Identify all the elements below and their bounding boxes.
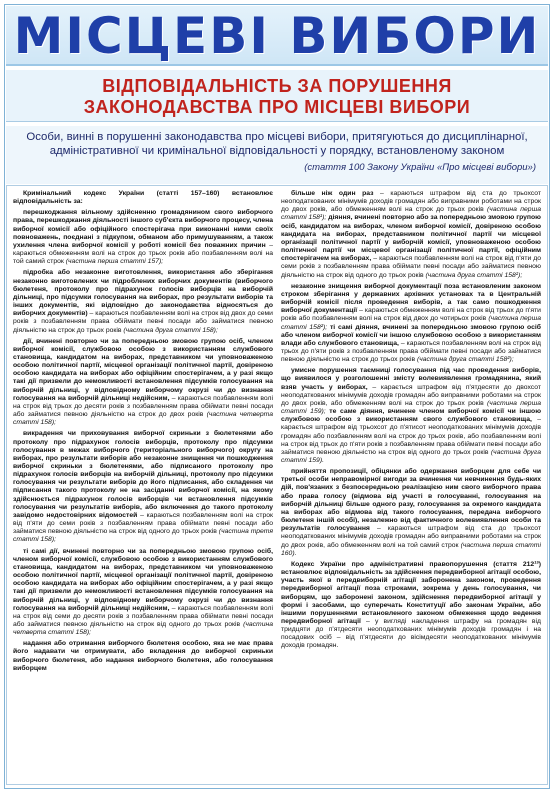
paragraph-bold-text: більше ніж один раз [291, 190, 374, 197]
paragraph-citation: (частина четверта статті 158); [13, 620, 273, 637]
paragraph-text: – у вигляді накладення штрафу на громадян від тридцяти до п'ятдесяти неоподаткованих мінімумів доходів громадян і на посадових осіб – від п'ятдесяти до вісімдесяти неоподаткованих мінімумів доходів громадян. [281, 617, 541, 650]
paragraph-text: – караються позбавленням волі на строк від п'яти до семи років з позбавленням права обіймати певні посади або займатися певною діяльністю на строк від одного до трьох років [281, 255, 541, 279]
page-title: МІСЦЕВІ ВИБОРИ [13, 7, 541, 65]
paragraph-bold-text: прийняття пропозиції, обіцянки або одержання виборцем для себе чи третьої особи неправомірної вигоди за вчинення чи невчинення будь-яких дій, пов'язаних з безпосередньою реалізацією ним свого виборчого права або права голосу (відмова від участі в голосуванні, голосування на виборчій дільниці більше одного разу, голосування за окремого кандидата на виборах або відмова від такого голосування, передача виборчого бюлетеня іншій особі), незалежно від фактичного волевиявлення особи та результатів голосування [281, 468, 541, 533]
paragraph [13, 430, 273, 544]
paragraph-citation: (частина перша статті 160). [281, 541, 541, 557]
paragraph-citation: (частина перша статті 159); [281, 399, 541, 416]
paragraph-bold-text: те саме діяння, вчинене членом виборчої комісії чи іншою службовою особою з використанням свого службового становища, [281, 408, 541, 424]
paragraph-text: – караються штрафом від ста до трьохсот неоподаткованих мінімумів доходів громадян або виправними роботами на строк до двох років, або обмеженням волі на строк до трьох років [281, 190, 541, 214]
subtitle-line-1: ВІДПОВІДАЛЬНІСТЬ ЗА ПОРУШЕННЯ [102, 76, 452, 96]
paragraph-bold-text: підробка або незаконне виготовлення, використання або зберігання незаконно виготовлених чи підроблених виборчих документів (виборчого бюлетеня, протоколу про підрахунок голосів виборців на виборчій дільниці, про підсумки голосування на виборах, про результати виборів та інших документів, які відповідно до законодавства відносяться до виборчих документів) [13, 269, 273, 318]
paragraph-bold-text: дії, вчинені повторно чи за попередньою змовою групою осіб, членом виборчої комісії, службовою особою з використанням службового становища, кандидатом на виборах, представником чи уповноваженою особою політичної партії, місцевої організації політичної партії, довіреною особою кандидата на виборах або офіційним спостерігачем, а у разі якщо такі дії призвели до неможливості встановлення підсумків голосування на виборчій дільниці, у відповідному виборчому окрузі чи до визнання голосування на виборчій дільниці недійсним, [13, 337, 273, 402]
paragraph-text: – караються позбавленням волі на строк від трьох до п'яти років з позбавленням права обіймати певні посади або займатися певною діяльністю на строк до трьох років [281, 339, 541, 364]
paragraph [13, 209, 273, 266]
paragraph [13, 548, 273, 638]
paragraph-text: – караються обмеженням волі на строк від трьох до п'яти років або позбавленням волі на строк від двох до чотирьох років [281, 307, 541, 323]
paragraph [281, 367, 541, 465]
column-right [281, 190, 541, 780]
paragraph-bold-text: надання або отримання виборчого бюлетеня особою, яка не має права його надавати чи отримувати, або вкладення до виборчої скриньки виборчого бюлетеня, або надання виборчого бюлетеня, або голосування виборцем [13, 640, 273, 672]
paragraph-bold-text: діяння, вчинені повторно або за попередньою змовою групою осіб, кандидатом на виборах, членом виборчої комісії, довіреною особою кандидата на виборах, представником політичної партії чи місцевої організації політичної партії у виборчій комісії, уповноваженою особою політичної партії чи місцевої організації політичної партії, офіційним спостерігачем на виборах, [281, 214, 541, 263]
paragraph-citation: (частина друга статті 158¹); [423, 271, 523, 279]
paragraph-text: – карається штрафом від п'ятдесяти до двохсот неоподаткованих мінімумів доходів громадян або виправними роботами на строк до двох років, або обмеженням волі на строк до трьох років [281, 383, 541, 407]
paragraph-text: – караються обмеженням волі на строк до трьох років або позбавленням волі на той самий строк [13, 241, 273, 266]
title-band [6, 6, 548, 66]
paragraph [13, 338, 273, 428]
paragraph-citation: (частина третя статті 158); [13, 528, 273, 544]
subtitle [6, 70, 548, 118]
intro-source: (стаття 100 Закону України «Про місцеві вибори») [304, 162, 536, 173]
paragraph-text: – караються позбавленням волі на строк від п'яти до семи років з позбавленням права обіймати певні посади або займатися певною діяльністю на строк від одного до трьох років [13, 511, 273, 536]
paragraph-citation: (частина перша статті 157); [63, 258, 164, 266]
paragraph-bold-text: Кодекс України про адміністративні правопорушення (стаття 212¹³) встановлює відповідальність за здійснення передвиборної агітації особою, участь якої в передвиборній агітації заборонена законом, проведення передвиборної агітації поза строками, зокрема у день голосування, чи виборцям, що заборонені законом, здійснення передвиборної агітації у формі і засобами, що суперечать Конституції або законам України, або іншими порушеннями встановленого законом обмеження щодо ведення передвиборної агітації [281, 560, 541, 625]
paragraph [281, 190, 541, 280]
article-columns [6, 185, 548, 785]
paragraph-text: – караються позбавленням волі на строк від семи до десяти років з позбавленням права обіймати певні посади або займатися певною діяльністю на строк від одного до трьох років [13, 604, 273, 628]
column-left [13, 190, 273, 780]
paragraph-bold-text: викрадення чи приховування виборчої скриньки з бюлетенями або протоколу про підрахунок голосів виборців, протоколу про підсумки голосування в межах виборчого (територіального виборчого) округу на виборах, про результати виборів або незаконне знищення чи пошкодження виборчої скриньки з бюлетенями, або підписаного протоколу про підрахунок голосів виборців на виборчій дільниці, протоколу про підсумки голосування чи результати виборів до його підписання, або складення чи підписання такого протоколу не на засіданні виборчої комісії, на якому здійснюється підрахунок голосів виборців чи встановлення підсумків голосування чи результатів виборів, або включення до такого протоколу завідомо недостовірних відомостей [13, 430, 273, 519]
paragraph-text: – караються позбавленням волі на строк від трьох до десяти років з позбавленням права обіймати певні посади або займатися певною діяльністю на строк до двох років [13, 394, 273, 419]
paragraph-citation: (частина перша статті 158¹); [281, 206, 541, 222]
paragraph [13, 269, 273, 334]
subtitle-band [6, 70, 548, 122]
paragraph-citation: (частина четверта статті 158); [13, 411, 273, 427]
paragraph [281, 468, 541, 558]
paragraph-bold-text: умисне порушення таємниці голосування під час проведення виборів, що виявилося у розголошенні змісту волевиявлення громадянина, який взяв участь у виборах, [281, 367, 541, 391]
paragraph [13, 190, 273, 206]
paragraph [13, 640, 273, 673]
paragraph-bold-text: ті самі дії, вчинені повторно чи за попередньою змовою групою осіб, членом виборчої комісії, службовою особою з використанням службового становища, кандидатом на виборах, представником чи уповноваженою особою політичної партії, місцевої організації політичної партії, довіреною особою кандидата на виборах або офіційним спостерігачем, а у разі якщо такі дії призвели до неможливості встановлення підсумків голосування на виборчій дільниці, у відповідному виборчому окрузі чи до визнання голосування на виборчій дільниці недійсним, [13, 547, 273, 612]
subtitle-line-2: ЗАКОНОДАВСТВА ПРО МІСЦЕВІ ВИБОРИ [83, 97, 471, 117]
paragraph-text: – караються позбавленням волі на строк від двох до семи років з позбавленням права обіймати певні посади або займатися певною діяльністю на строк до трьох років [13, 310, 273, 334]
paragraph [281, 561, 541, 651]
paragraph-citation: (частина друга статті 159). [281, 448, 541, 464]
paragraph-bold-text: незаконне знищення виборчої документації поза встановленим законом строком зберігання у державних архівних установах та в Центральній виборчій комісії після проведення виборів, а так само пошкодження виборчої документації [281, 282, 541, 315]
intro-box [6, 126, 548, 184]
paragraph [281, 283, 541, 365]
paragraph-text: – караються штрафом від ста до трьохсот неоподаткованих мінімумів доходів громадян або виправними роботами на строк до двох років, або обмеженням волі на той самий строк [281, 525, 541, 549]
paragraph-text: – карається штрафом від трьохсот до п'ятисот неоподаткованих мінімумів доходів громадян або позбавленням волі на строк до трьох років, або позбавленням волі на строк від трьох до п'яти років з позбавленням права обіймати певні посади або займатися певною діяльністю на строк від одного до трьох років [281, 416, 541, 456]
paragraph-bold-text: Кримінальний кодекс України (статті 157–160) встановлює відповідальність за: [13, 190, 273, 206]
paragraph-bold-text: ті самі діяння, вчинені за попередньою змовою групою осіб або членом виборчої комісії чи іншою службовою особою з використанням влади або службового становища, [281, 323, 541, 347]
intro-text: Особи, винні в порушенні законодавства про місцеві вибори, притягуються до дисциплінарної, адміністративної чи кримінальної відповідальності у порядку, встановленому законом [26, 131, 528, 157]
paragraph-bold-text: перешкоджання вільному здійсненню громадянином свого виборчого права, перешкоджання діяльності іншого суб'єкта виборчого процесу, члена виборчої комісії або офіційного спостерігача при виконанні ними своїх повноважень, поєднані з підкупом, обманом або примушуванням, а також ухилення члена виборчої комісії у роботі комісії без поважних причин [13, 209, 273, 249]
paragraph-citation: (частина перша статті 158²); [281, 315, 541, 331]
paragraph-citation: (частина друга статті 158²); [415, 356, 514, 364]
paragraph-citation: (частина друга статті 158); [121, 326, 218, 334]
